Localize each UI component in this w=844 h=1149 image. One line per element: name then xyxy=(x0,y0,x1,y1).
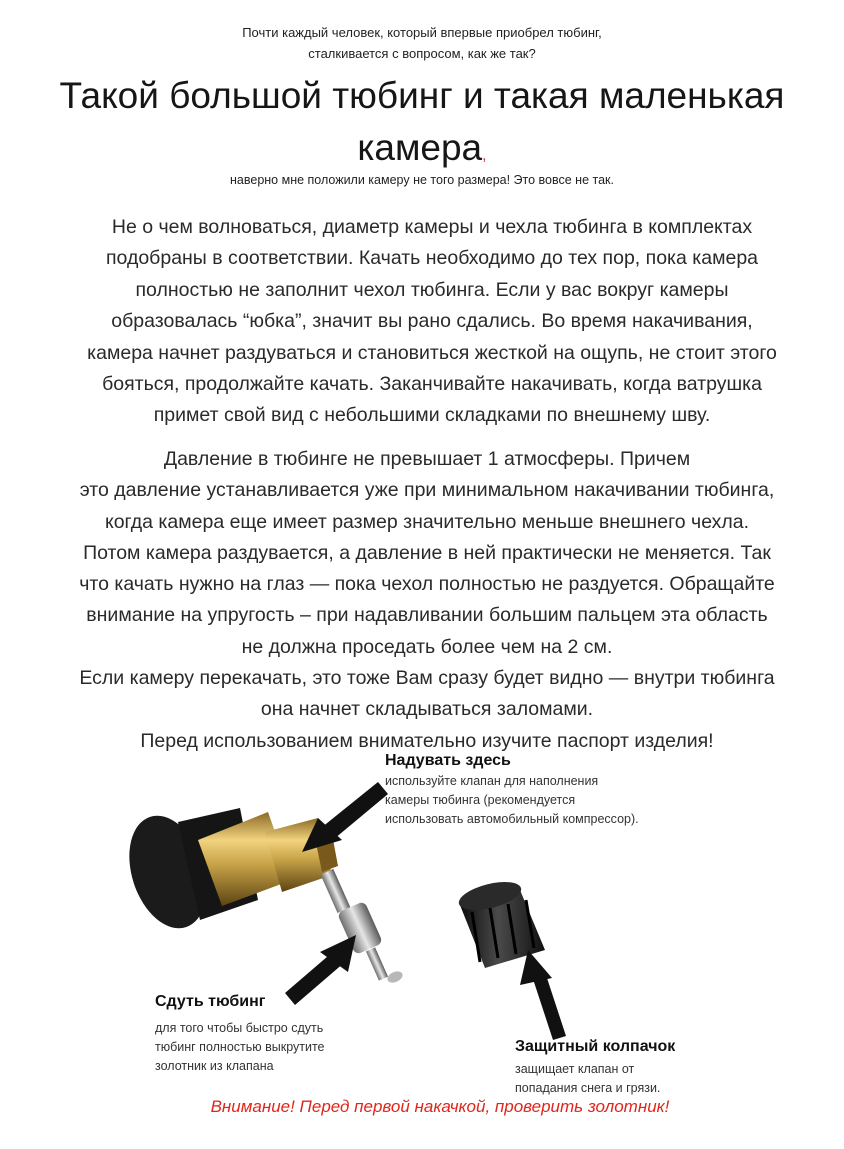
callout-line: для того чтобы быстро сдуть xyxy=(155,1021,324,1035)
callout-line: использовать автомобильный компрессор). xyxy=(385,812,639,826)
callout-line: попадания снега и грязи. xyxy=(515,1081,661,1095)
arrow-icon xyxy=(520,950,566,1040)
paragraph-line: внимание на упругость – при надавливании большим пальцем эта область xyxy=(86,604,768,627)
paragraph-line: образовалась “юбка”, значит вы рано сдались. Во время накачивания, xyxy=(111,310,753,333)
paragraph-1 xyxy=(20,212,844,432)
title-line-2: камера xyxy=(357,127,483,168)
paragraph-line: камера начнет раздуваться и становиться жесткой на ощупь, не стоит этого xyxy=(87,341,777,364)
paragraph-line: это давление устанавливается уже при минимальном накачивании тюбинга, xyxy=(79,479,775,502)
paragraph-line: Если камеру перекачать, это тоже Вам сразу будет видно — внутри тюбинга xyxy=(79,667,775,690)
paragraph-line: подобраны в соответствии. Качать необходимо до тех пор, пока камера xyxy=(105,247,759,270)
paragraph-line: она начнет складываться заломами. xyxy=(260,698,594,721)
paragraph-line: Давление в тюбинге не превышает 1 атмосферы. Причем xyxy=(163,448,691,470)
paragraph-line: бояться, продолжайте качать. Заканчивайте накачивать, когда ватрушка xyxy=(102,373,762,396)
callout-line: защищает клапан от xyxy=(515,1062,635,1076)
callout-line: золотник из клапана xyxy=(155,1059,274,1073)
cap-text xyxy=(515,1060,660,1098)
paragraph-line: не должна проседать более чем на 2 см. xyxy=(241,635,613,658)
subtitle: наверно мне положили камеру не того размера! Это вовсе не так. xyxy=(230,173,614,187)
paragraph-line: Не о чем волноваться, диаметр камеры и чехла тюбинга в комплектах xyxy=(111,216,753,238)
callout-line: камеры тюбинга (рекомендуется xyxy=(385,793,576,807)
arrow-icon xyxy=(302,782,388,852)
valve-body xyxy=(116,806,405,985)
deflate-text xyxy=(155,1019,325,1076)
page-title xyxy=(0,70,844,182)
paragraph-line: когда камера еще имеет размер значительно меньше внешнего чехла. xyxy=(104,510,750,533)
paragraph-line: что качать нужно на глаз — пока чехол полностью не раздуется. Обращайте xyxy=(79,573,775,596)
intro-line: сталкивается с вопросом, как же так? xyxy=(308,46,536,61)
title-comma: , xyxy=(482,147,487,164)
inflate-heading: Надувать здесь xyxy=(385,752,511,769)
paragraph-line: Потом камера раздувается, а давление в ней практически не меняется. Так xyxy=(83,541,771,564)
deflate-heading: Сдуть тюбинг xyxy=(155,993,266,1010)
cap-heading: Защитный колпачок xyxy=(515,1038,676,1055)
arrow-icon xyxy=(285,935,356,1005)
callout-line: тюбинг полностью выкрутите xyxy=(155,1040,325,1054)
inflate-text xyxy=(385,772,639,829)
intro-line: Почти каждый человек, который впервые приобрел тюбинг, xyxy=(242,25,602,40)
callout-line: используйте клапан для наполнения xyxy=(385,774,599,788)
paragraph-line: Перед использованием внимательно изучите паспорт изделия! xyxy=(140,729,714,752)
intro-text xyxy=(0,22,844,64)
paragraph-line: полностью не заполнит чехол тюбинга. Если у вас вокруг камеры xyxy=(135,278,729,301)
warning-text: Внимание! Перед первой накачкой, проверить золотник! xyxy=(210,1097,670,1116)
paragraph-line: примет свой вид с небольшими складками по внешнему шву. xyxy=(153,404,711,427)
title-line: Такой большой тюбинг и такая маленькая xyxy=(59,75,785,116)
paragraph-2 xyxy=(10,444,844,757)
